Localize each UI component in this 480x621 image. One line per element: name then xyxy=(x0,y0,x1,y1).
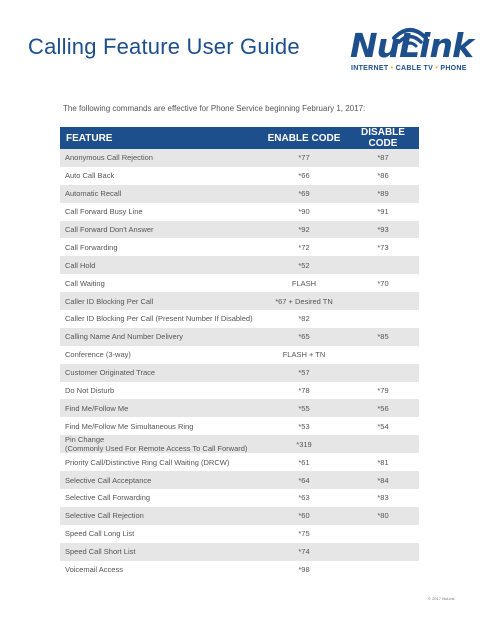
brand-tagline: INTERNET • CABLE TV • PHONE xyxy=(351,65,467,72)
table-row xyxy=(60,399,419,417)
feature-name: Pin Change (Commonly Used For Remote Access To Call Forward) xyxy=(60,435,261,453)
feature-name: Find Me/Follow Me xyxy=(60,399,261,417)
disable-code: *79 xyxy=(377,386,389,396)
enable-code: *92 xyxy=(261,221,347,239)
enable-code: *53 xyxy=(298,421,310,431)
feature-name: Speed Call Long List xyxy=(65,529,135,539)
disable-code: *85 xyxy=(347,328,419,346)
table-row xyxy=(60,471,419,489)
feature-name: Priority Call/Distinctive Ring Call Waiting (DRCW) xyxy=(65,457,230,467)
disable-code xyxy=(347,561,419,579)
disable-code: *56 xyxy=(347,399,419,417)
feature-name: Call Waiting xyxy=(65,278,105,288)
disable-code: *89 xyxy=(347,185,419,203)
column-header-feature: FEATURE xyxy=(60,127,261,149)
intro-text: The following commands are effective for Phone Service beginning February 1, 2017: xyxy=(63,104,366,113)
disable-code: *70 xyxy=(377,278,389,288)
enable-code: FLASH + TN xyxy=(282,350,326,360)
feature-name: Auto Call Back xyxy=(65,171,115,181)
enable-code: *82 xyxy=(298,314,310,324)
disable-code xyxy=(347,364,419,382)
copyright-text: © 2017 NuLink xyxy=(428,596,455,601)
table-row xyxy=(60,489,419,507)
table-row xyxy=(60,310,419,328)
enable-code: *55 xyxy=(261,399,347,417)
table-row xyxy=(60,417,419,435)
disable-code xyxy=(347,310,419,328)
table-row xyxy=(60,328,419,346)
enable-code: *72 xyxy=(298,242,310,252)
feature-name: Anonymous Call Rejection xyxy=(60,149,261,167)
enable-code: *77 xyxy=(261,149,347,167)
enable-code: *63 xyxy=(298,493,310,503)
table-row xyxy=(60,238,419,256)
table-header-row xyxy=(60,127,419,149)
table-body xyxy=(60,149,419,578)
feature-name: Caller ID Blocking Per Call xyxy=(60,292,261,310)
disable-code xyxy=(347,346,419,364)
enable-code: *75 xyxy=(298,529,310,539)
enable-code: *90 xyxy=(298,207,310,217)
page-title: Calling Feature User Guide xyxy=(28,34,300,59)
enable-code: *67 + Desired TN xyxy=(261,292,347,310)
disable-code xyxy=(347,256,419,274)
feature-name: Find Me/Follow Me Simultaneous Ring xyxy=(65,421,194,431)
disable-code: *81 xyxy=(377,457,389,467)
disable-code: *86 xyxy=(377,171,389,181)
table-row xyxy=(60,507,419,525)
table-row xyxy=(60,364,419,382)
table-row xyxy=(60,525,419,543)
table-row xyxy=(60,292,419,310)
feature-table xyxy=(60,127,419,578)
disable-code: *91 xyxy=(377,207,389,217)
column-header-disable: DISABLE CODE xyxy=(347,127,419,149)
disable-code: *93 xyxy=(347,221,419,239)
feature-name: Caller ID Blocking Per Call (Present Number If Disabled) xyxy=(65,314,253,324)
table-row xyxy=(60,274,419,292)
table-row xyxy=(60,561,419,579)
feature-name: Customer Originated Trace xyxy=(60,364,261,382)
enable-code: *65 xyxy=(261,328,347,346)
feature-name: Conference (3-way) xyxy=(65,350,131,360)
enable-code: *78 xyxy=(298,386,310,396)
feature-name: Call Forward Busy Line xyxy=(65,207,143,217)
feature-name: Call Hold xyxy=(60,256,261,274)
disable-code xyxy=(347,292,419,310)
table-row xyxy=(60,256,419,274)
feature-name: Selective Call Forwarding xyxy=(65,493,151,503)
enable-code: *64 xyxy=(261,471,347,489)
disable-code: *84 xyxy=(347,471,419,489)
feature-name: Selective Call Acceptance xyxy=(60,471,261,489)
feature-name: Speed Call Short List xyxy=(60,543,261,561)
table-row xyxy=(60,382,419,400)
enable-code: *74 xyxy=(261,543,347,561)
feature-name: Voicemail Access xyxy=(65,565,123,575)
feature-name: Calling Name And Number Delivery xyxy=(60,328,261,346)
disable-code: *73 xyxy=(377,242,389,252)
table-row xyxy=(60,221,419,239)
table-row xyxy=(60,185,419,203)
table-row xyxy=(60,167,419,185)
brand-logo: NuLink xyxy=(350,26,473,65)
table-row xyxy=(60,543,419,561)
disable-code xyxy=(347,525,419,543)
enable-code: *319 xyxy=(261,435,347,453)
enable-code: *57 xyxy=(261,364,347,382)
enable-code: *66 xyxy=(298,171,310,181)
enable-code: *98 xyxy=(298,565,310,575)
feature-name: Call Forward Don't Answer xyxy=(60,221,261,239)
enable-code: *61 xyxy=(298,457,310,467)
feature-name: Do Not Disturb xyxy=(65,386,115,396)
table-row xyxy=(60,149,419,167)
feature-name: Automatic Recall xyxy=(60,185,261,203)
table-row xyxy=(60,203,419,221)
disable-code: *83 xyxy=(377,493,389,503)
enable-code: *60 xyxy=(261,507,347,525)
table-row xyxy=(60,346,419,364)
disable-code: *80 xyxy=(347,507,419,525)
disable-code: *87 xyxy=(347,149,419,167)
enable-code: *69 xyxy=(261,185,347,203)
enable-code: FLASH xyxy=(291,278,317,288)
table-row xyxy=(60,453,419,471)
feature-name: Selective Call Rejection xyxy=(60,507,261,525)
disable-code xyxy=(347,543,419,561)
column-header-enable: ENABLE CODE xyxy=(261,127,347,149)
disable-code: *54 xyxy=(377,421,389,431)
feature-name: Call Forwarding xyxy=(65,242,118,252)
enable-code: *52 xyxy=(261,256,347,274)
table-row xyxy=(60,435,419,453)
disable-code xyxy=(347,435,419,453)
